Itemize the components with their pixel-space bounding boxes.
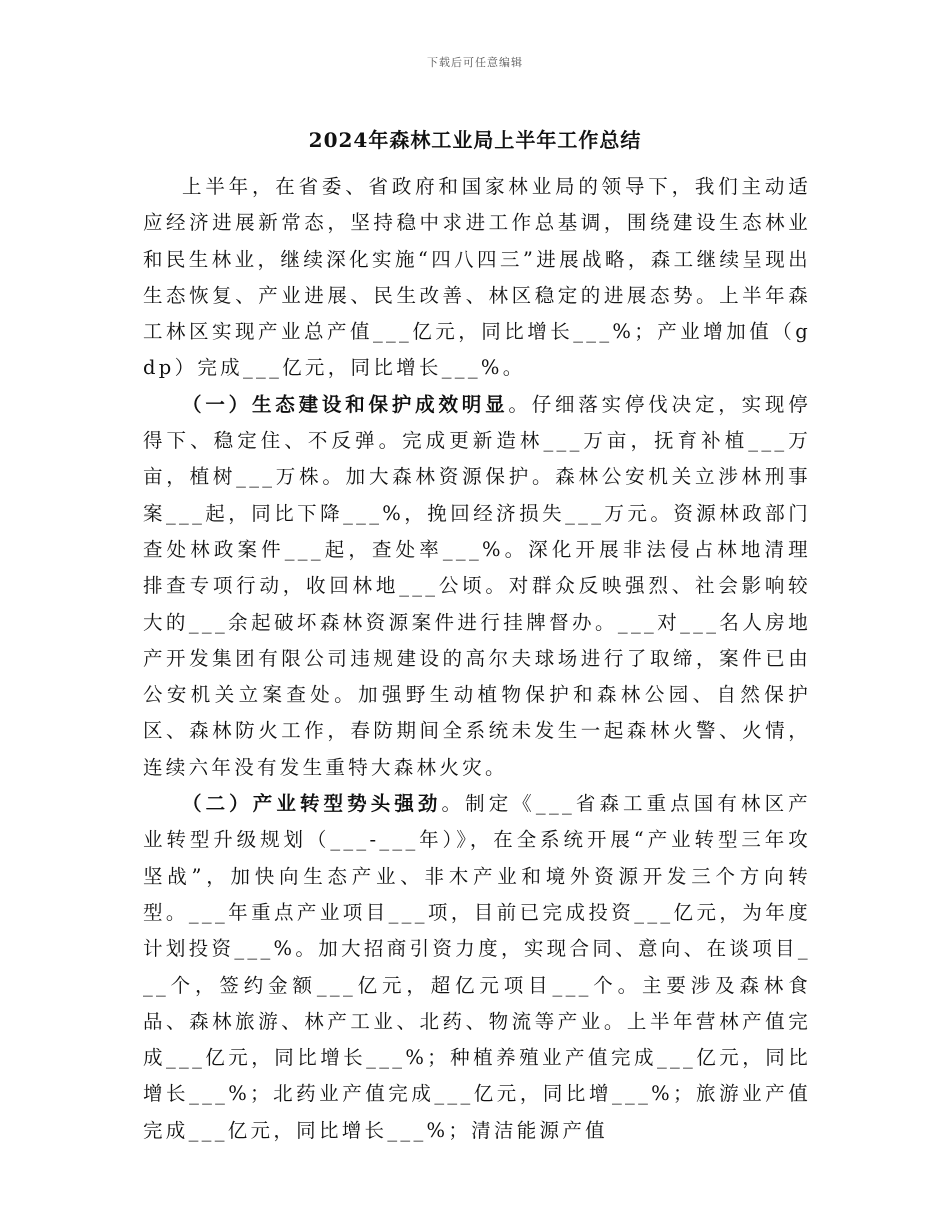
- paragraph-industry: [143, 786, 811, 1149]
- paragraph-ecology-text: 。仔细落实停伐决定，实现停得下、稳定住、不反弹。完成更新造林___万亩，抚育补植___万亩，植树___万株。加大森林资源保护。森林公安机关立涉林刑事案___起，同比下降___%，挽回经济损失___万元。资源林政部门查处林政案件___起，查处率___%。深化开展非法侵占林地清理排查专项行动，收回林地___公顷。对群众反映强烈、社会影响较大的___余起破坏森林资源案件进行挂牌督办。___对___名人房地产开发集团有限公司违规建设的高尔夫球场进行了取缔，案件已由公安机关立案查处。加强野生动植物保护和森林公园、自然保护区、森林防火工作，春防期间全系统未发生一起森林火警、火情，连续六年没有发生重特大森林火灾。: [143, 392, 812, 779]
- paragraph-ecology: [143, 387, 811, 786]
- section-heading-ecology: （一）生态建设和保护成效明显: [182, 392, 509, 416]
- paragraph-intro-text: 上半年，在省委、省政府和国家林业局的领导下，我们主动适应经济进展新常态，坚持稳中求进工作总基调，围绕建设生态林业和民生林业，继续深化实施“四八四三”进展战略，森工继续呈现出生态恢复、产业进展、民生改善、林区稳定的进展态势。上半年森工林区实现产业总产值___亿元，同比增长___%；产业增加值（gdp）完成___亿元，同比增长___%。: [143, 175, 811, 380]
- document-body: [143, 169, 811, 1149]
- document-title: 2024年森林工业局上半年工作总结: [308, 128, 642, 152]
- paragraph-intro: [143, 169, 811, 387]
- section-heading-industry: （二）产业转型势头强劲: [182, 792, 442, 816]
- paragraph-industry-text: 。制定《___省森工重点国有林区产业转型升级规划（___-___年）》，在全系统开展“产业转型三年攻坚战”，加快向生态产业、非木产业和境外资源开发三个方向转型。___年重点产业项目___项，目前已完成投资___亿元，为年度计划投资___%。加大招商引资力度，实现合同、意向、在谈项目___个，签约金额___亿元，超亿元项目___个。主要涉及森林食品、森林旅游、林产工业、北药、物流等产业。上半年营林产值完成___亿元，同比增长___%；种植养殖业产值完成___亿元，同比增长___%；北药业产值完成___亿元，同比增___%；旅游业产值完成___亿元，同比增长___%；清洁能源产值: [143, 792, 811, 1142]
- header-note: 下载后可任意编辑: [427, 56, 523, 69]
